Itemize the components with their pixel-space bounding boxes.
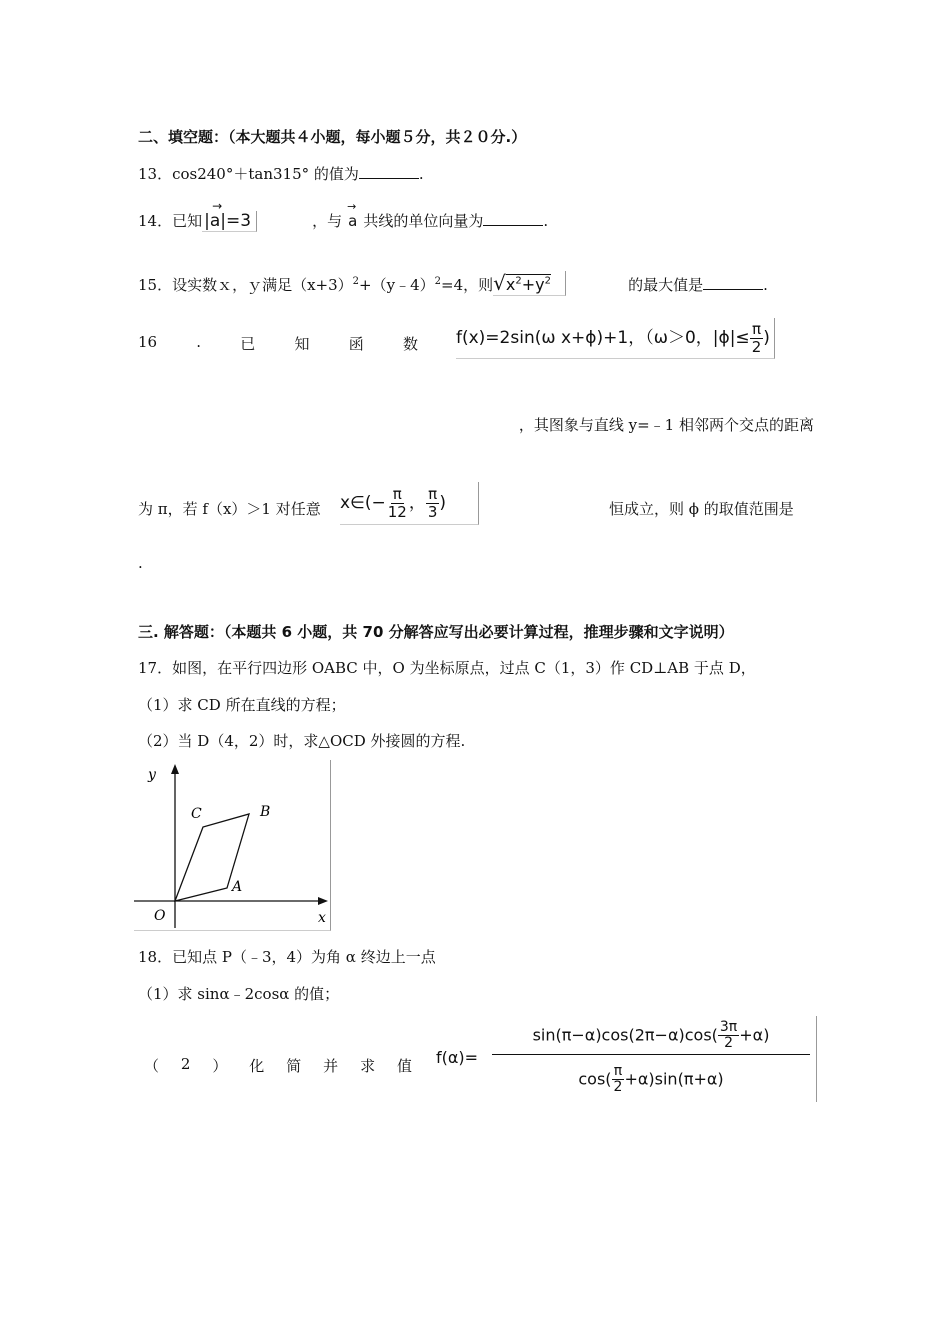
sqrt-formula: $√x^2+y^2$ bbox=[493, 271, 566, 296]
f-alpha-numerator: sin(π−α)cos(2π−α)cos( $\frac{3\pi}{2}$ +α) bbox=[492, 1020, 810, 1055]
question-16-line4: . bbox=[138, 554, 143, 572]
section-2-title: 二、填空题：（本大题共４小题，每小题５分，共２０分.） bbox=[138, 128, 527, 146]
question-17-part-1: （1）求 CD 所在直线的方程； bbox=[138, 696, 346, 714]
parallelogram-figure bbox=[134, 760, 331, 931]
question-16-prefix: 16 . 已 知 函 数 bbox=[138, 333, 418, 353]
question-18-stem: 18．已知点 P（﹣3，4）为角 α 终边上一点 bbox=[138, 948, 436, 966]
x-axis-arrow-icon bbox=[318, 897, 328, 905]
question-16-line3-tail: 恒成立，则 ϕ 的取值范围是 bbox=[609, 500, 794, 518]
vector-arrow-icon: → bbox=[347, 200, 357, 213]
answer-blank bbox=[703, 275, 763, 290]
label-a: A bbox=[232, 879, 243, 895]
label-x: x bbox=[318, 910, 326, 926]
answer-blank bbox=[483, 211, 543, 226]
label-c: C bbox=[191, 806, 202, 822]
label-o: O bbox=[154, 908, 166, 924]
answer-blank bbox=[359, 164, 419, 179]
vector-arrow-icon: → bbox=[212, 199, 223, 213]
question-17-part-2: （2）当 D（4，2）时，求△OCD 外接圆的方程. bbox=[138, 732, 466, 750]
question-16-line3: 为 π，若 f（x）＞1 对任意 bbox=[138, 500, 321, 518]
question-17-stem: 17．如图，在平行四边形 OABC 中，O 为坐标原点，过点 C（1，3）作 CD⊥AB 于点 D， bbox=[138, 659, 756, 677]
question-18-part-1: （1）求 sinα﹣2cosα 的值； bbox=[138, 985, 340, 1003]
question-18-part-2-prefix: （ 2 ） 化 简 并 求 值 bbox=[144, 1055, 412, 1075]
y-axis-arrow-icon bbox=[171, 764, 179, 774]
section-3-title: 三. 解答题：（本题共 6 小题，共 70 分解答应写出必要计算过程，推理步骤和文字说明） bbox=[138, 623, 734, 641]
function-formula: f(x)=2sin(ω x+ϕ)+1，（ω＞0，|ϕ|≤ $\frac{\pi}{2}$ ) bbox=[456, 318, 775, 359]
question-13: 13．cos240°＋tan315° 的值为 . bbox=[138, 165, 424, 183]
label-y: y bbox=[148, 767, 156, 783]
coordinate-diagram bbox=[134, 760, 330, 930]
question-15: 15．设实数ｘ，ｙ满足$(x+3)^2+(y﹣4)^2=4$，则$√x^2+y^2$ 的最大值是 . bbox=[138, 271, 768, 295]
question-16-line2: ，其图象与直线 y=﹣1 相邻两个交点的距离 bbox=[518, 416, 814, 434]
question-14: 14．已知 → |a|=3 ，与 → a 共线的单位向量为 . bbox=[138, 199, 549, 231]
f-alpha-formula: f(α)= sin(π−α)cos(2π−α)cos( $\frac{3\pi}{2}$ +α) cos( $\frac{\pi}{2}$ +α)sin(π+α) bbox=[436, 1016, 817, 1102]
sqrt-symbol-icon: √ bbox=[493, 271, 506, 295]
range-formula: x∈(− $\frac{\pi}{12}$ ， $\frac{\pi}{3}$ ) bbox=[340, 482, 479, 525]
question-13-text: 13．cos240°＋tan315° 的值为 bbox=[138, 165, 359, 183]
vector-a-symbol: → a bbox=[347, 200, 358, 230]
label-b: B bbox=[260, 804, 271, 820]
f-alpha-denominator: cos( $\frac{\pi}{2}$ +α)sin(π+α) bbox=[578, 1063, 724, 1096]
vector-magnitude-formula: → |a|=3 bbox=[202, 211, 257, 232]
